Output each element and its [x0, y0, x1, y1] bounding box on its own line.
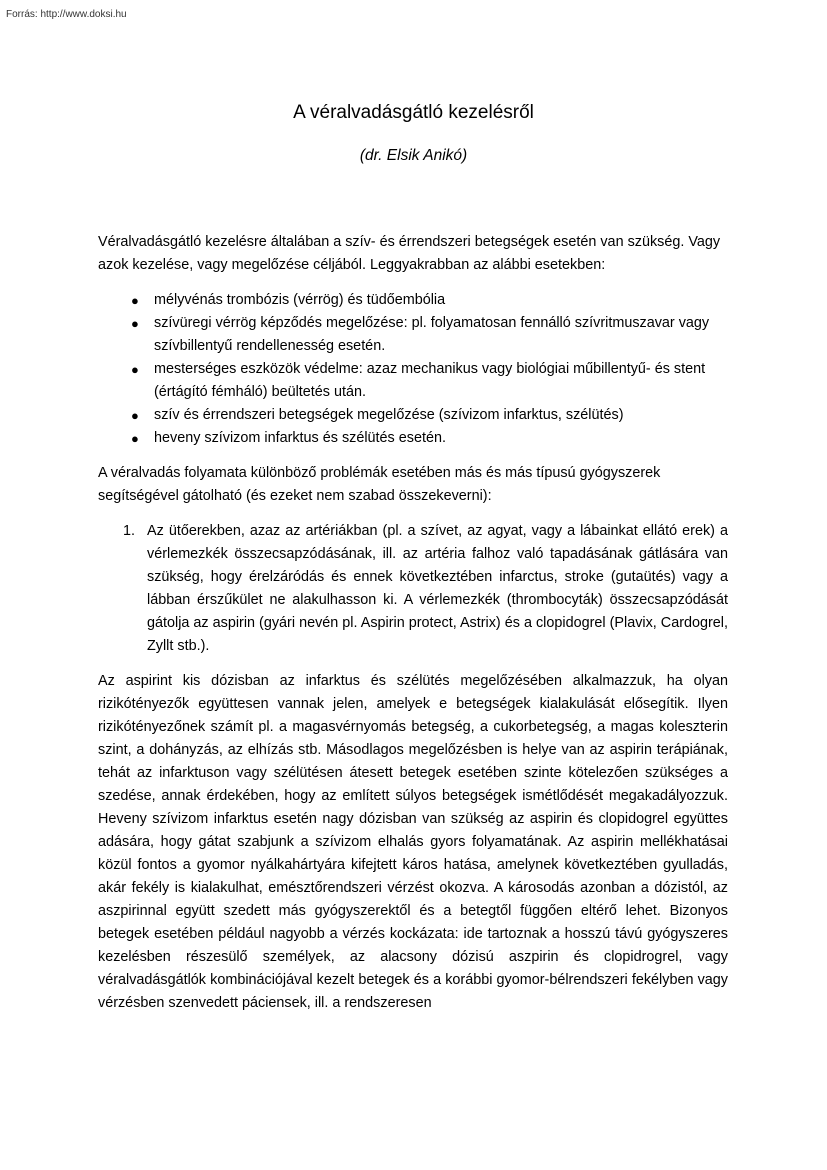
list-item-text: mesterséges eszközök védelme: azaz mechanikus vagy biológiai műbillentyű- és stent (értágító fémháló) beültetés után. [154, 361, 706, 400]
bullet-icon: ● [131, 408, 139, 423]
document-author: (dr. Elsik Anikó) [359, 147, 468, 164]
bullet-icon: ● [131, 293, 139, 308]
intro-paragraph: Véralvadásgátló kezelésre általában a szív- és érrendszeri betegségek esetén van szükség. Vagy azok kezelése, vagy megelőzése céljából. Leggyakrabban az alábbi esetekben: [98, 234, 721, 273]
indication-list [98, 289, 728, 450]
list-item [131, 404, 728, 427]
bullet-icon: ● [131, 431, 139, 446]
list-item-text: szívüregi vérrög képződés megelőzése: pl. folyamatosan fennálló szívritmuszavar vagy szívbillentyű rendellenesség esetén. [154, 315, 710, 354]
list-item [131, 358, 728, 404]
document-body [98, 231, 728, 1015]
list-item [131, 312, 728, 358]
list-item-text: szív és érrendszeri betegségek megelőzése (szívizom infarktus, szélütés) [154, 407, 624, 423]
numbered-list [98, 520, 728, 658]
process-paragraph: A véralvadás folyamata különböző problémák esetében más és más típusú gyógyszerek segítségével gátolható (és ezeket nem szabad összekeverni): [98, 465, 661, 504]
source-note: Forrás: http://www.doksi.hu [6, 9, 127, 20]
numbered-item [123, 520, 728, 658]
list-item [131, 427, 728, 450]
aspirin-paragraph: Az aspirint kis dózisban az infarktus és szélütés megelőzésében alkalmazzuk, ha olyan rizikótényezők együttesen vannak jelen, amelyek e betegségek kialakulását elősegítik. Ilyen rizikótényezőnek számít pl. a magasvérnyomás betegség, a cukorbetegség, a magas koleszterin szint, a dohányzás, az elhízás stb. Másodlagos megelőzésben is helye van az aspirin terápiának, tehát az infarktuson vagy szélütésen átesett betegek esetében szinte kötelezően szükséges a szedése, annak érdekében, hogy az említett súlyos betegségek ismétlődését megakadályozzuk. Heveny szívizom infarktus esetén nagy dózisban van szükség az aspirin és clopidogrel együttes adására, hogy gátat szabjunk a szívizom elhalás gyors folyamatának. Az aspirin mellékhatásai közül fontos a gyomor nyálkahártyára kifejtett káros hatása, amelynek következtében gyulladás, akár fekély is kialakulhat, emésztőrendszeri vérzést okozva. A károsodás azonban a dózistól, az aszpirinnal együtt szedett más gyógyszerektől és a betegtől függően eltérő lehet. Bizonyos betegek esetében például nagyobb a vérzés kockázata: ide tartoznak a hosszú távú gyógyszeres kezelésben részesülő személyek, az alacsony dózisú aszpirin és clopidrogrel, vagy véralvadásgátlók kombinációjával kezelt betegek és a korábbi gyomor-bélrendszeri fekélyben vagy vérzésben szenvedett páciensek, ill. a rendszeresen [98, 673, 728, 1011]
list-item [131, 289, 728, 312]
document-title: A véralvadásgátló kezelésről [293, 102, 534, 123]
list-item-text: heveny szívizom infarktus és szélütés esetén. [154, 430, 446, 446]
numbered-item-text: Az ütőerekben, azaz az artériákban (pl. a szívet, az agyat, vagy a lábainkat ellátó erek) a vérlemezkék összecsapzódásának, ill. az artéria falhoz való tapadásának gátlására van szükség, hogy érelzáródás és ennek következtében infarctus, stroke (gutaütés) vagy a lábban érszűkület ne alakulhasson ki. A vérlemezkék (thrombocyták) összecsapzódását gátolja az aspirin (gyári nevén pl. Aspirin protect, Astrix) és a clopidogrel (Plavix, Cardogrel, Zyllt stb.). [147, 523, 728, 654]
item-number: 1. [123, 523, 136, 539]
bullet-icon: ● [131, 362, 139, 377]
bullet-icon: ● [131, 316, 139, 331]
list-item-text: mélyvénás trombózis (vérrög) és tüdőembólia [154, 292, 446, 308]
